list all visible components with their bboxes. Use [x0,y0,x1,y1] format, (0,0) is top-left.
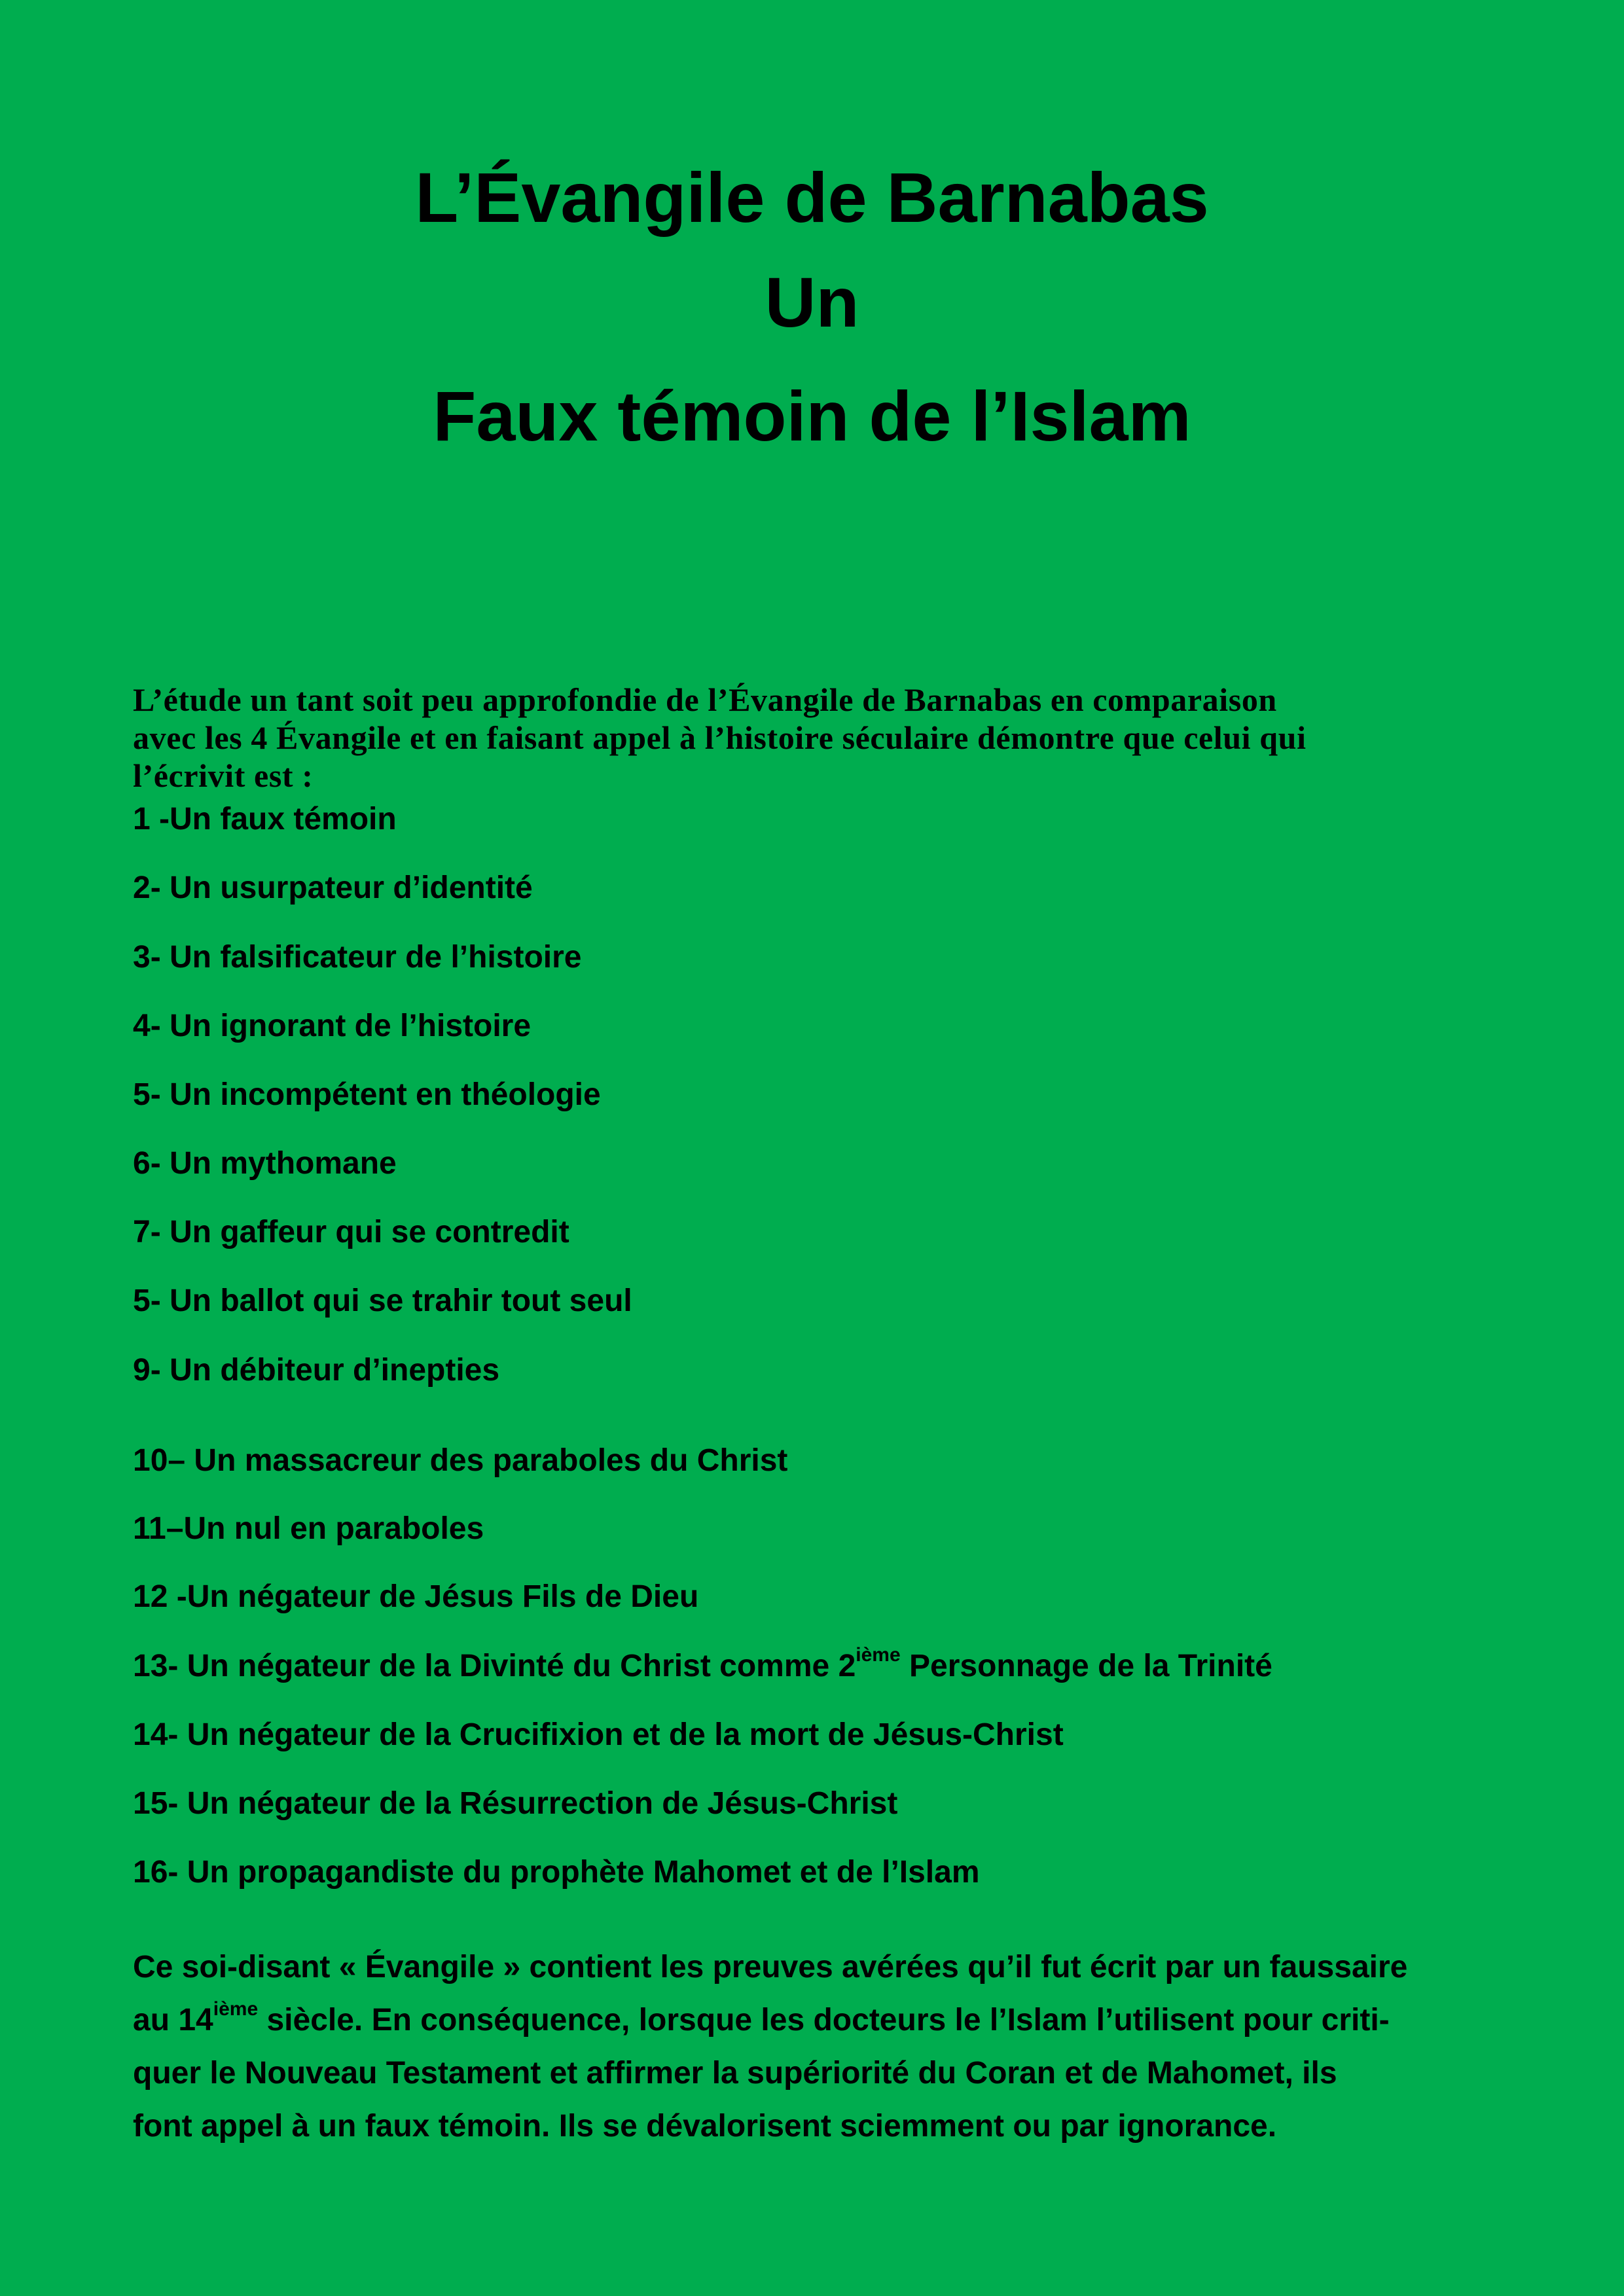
list-item: 5- Un incompétent en théologie [133,1077,601,1112]
list-item: 14- Un négateur de la Crucifixion et de la mort de Jésus-Christ [133,1717,1064,1752]
intro-line-3: l’écrivit est : [133,757,314,794]
conclusion-line-2 [133,1994,1507,2047]
title-line-3: Faux témoin de l’Islam [433,376,1191,456]
conclusion-line-2-end: siècle. En conséquence, lorsque les docteurs le l’Islam l’utilisent pour criti- [258,2003,1390,2037]
list-item: 9- Un débiteur d’inepties [133,1353,500,1388]
list-item: 7- Un gaffeur qui se contredit [133,1215,569,1249]
list-item: 11–Un nul en paraboles [133,1511,484,1546]
list-item-13-text-end: Personnage de la Trinité [900,1649,1272,1683]
conclusion-line-2-start: au 14 [133,2003,213,2037]
conclusion-line-1: Ce soi-disant « Évangile » contient les preuves avérées qu’il fut écrit par un faussaire [133,1950,1408,1984]
intro-line-2: avec les 4 Évangile et en faisant appel à l’histoire séculaire démontre que celui qui [133,719,1307,756]
list-item-13-text: 13- Un négateur de la Divinté du Christ comme 2 [133,1649,856,1683]
list-item: 3- Un falsificateur de l’histoire [133,940,582,975]
list-item: 5- Un ballot qui se trahir tout seul [133,1283,632,1318]
superscript-ordinal: ième [213,1998,259,2020]
list-item: 2- Un usurpateur d’identité [133,870,533,905]
title-line-2: Un [765,262,859,342]
conclusion-line-3: quer le Nouveau Testament et affirmer la supériorité du Coran et de Mahomet, ils [133,2056,1337,2090]
intro-paragraph [133,681,1442,795]
list-item: 15- Un négateur de la Résurrection de Jésus-Christ [133,1786,898,1821]
intro-line-1: L’étude un tant soit peu approfondie de l’Évangile de Barnabas en comparaison [133,681,1277,718]
conclusion-paragraph [133,1941,1507,2153]
conclusion-line-4: font appel à un faux témoin. Ils se dévalorisent sciemment ou par ignorance. [133,2109,1277,2144]
list-item: 6- Un mythomane [133,1146,397,1181]
list-item [133,1644,1272,1686]
list-item: 12 -Un négateur de Jésus Fils de Dieu [133,1579,699,1614]
document-title [0,151,1624,456]
list-item: 10– Un massacreur des paraboles du Christ [133,1443,788,1478]
list-item: 16- Un propagandiste du prophète Mahomet et de l’Islam [133,1855,980,1890]
superscript-ordinal: ième [856,1644,901,1666]
list-item: 4- Un ignorant de l’histoire [133,1009,532,1043]
list-item: 1 -Un faux témoin [133,802,397,836]
title-line-1: L’Évangile de Barnabas [415,158,1209,237]
